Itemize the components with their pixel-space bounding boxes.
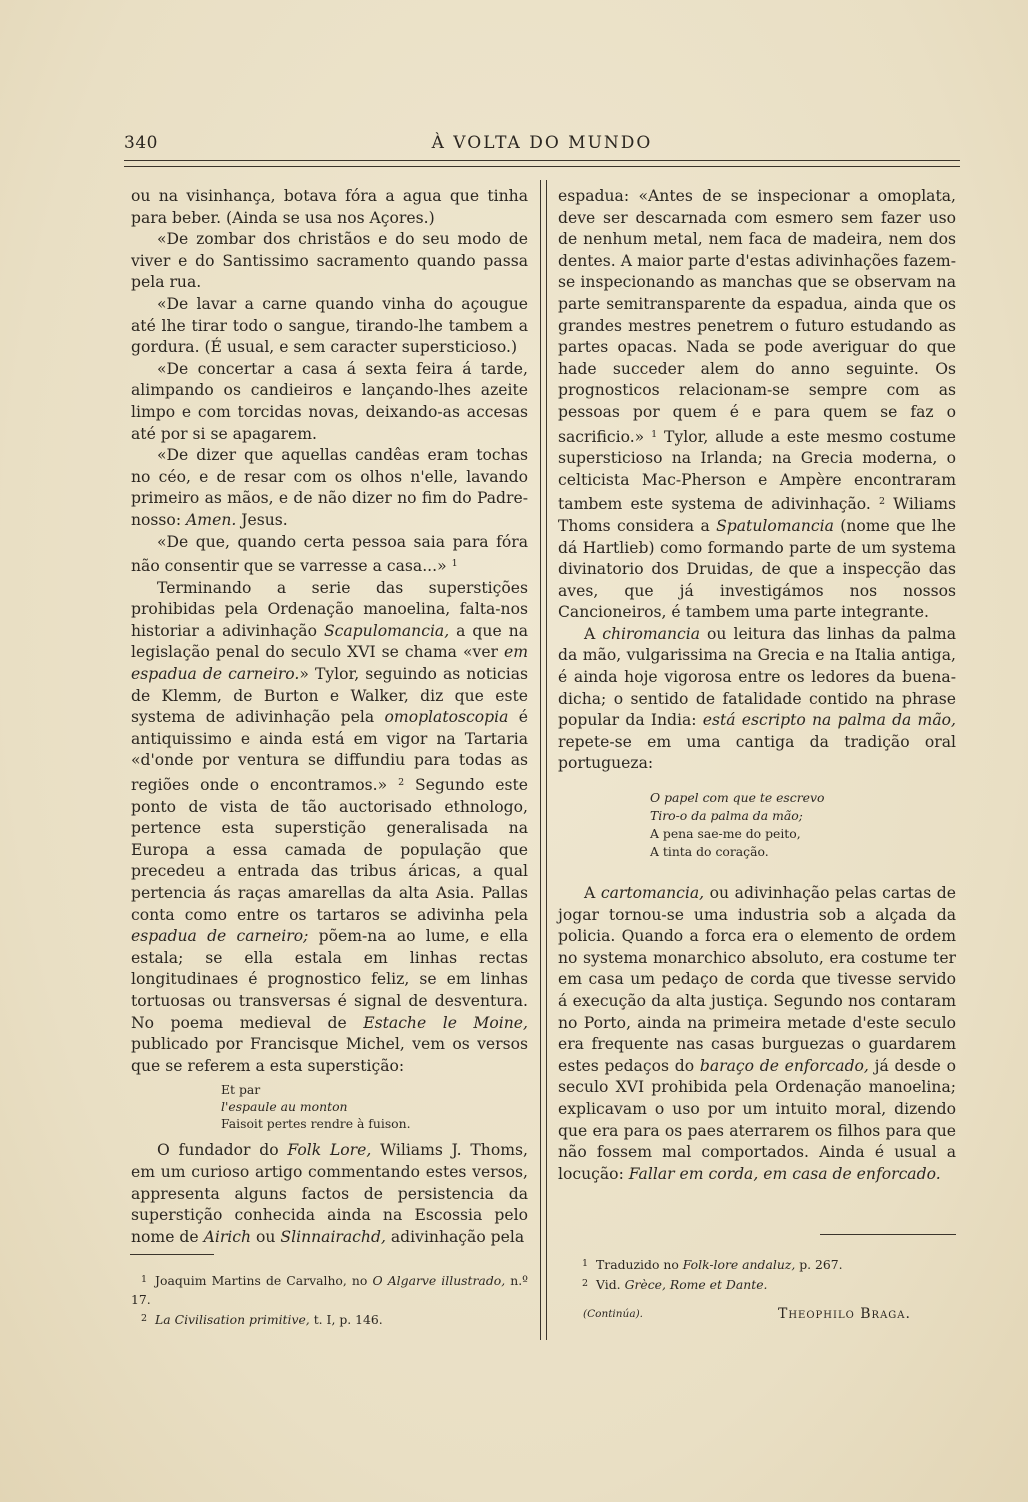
footnote: $^1$ Joaquim Martins de Carvalho, no O Algarve illustrado, n.º 17. [131, 1273, 528, 1307]
footnote-ref: 2 [398, 777, 405, 789]
right-column [558, 186, 956, 1185]
paragraph: «De que, quando certa pessoa saia para fóra não consentir que se varresse a casa...» $^1$ [131, 532, 528, 576]
page-number: 340 [124, 133, 158, 153]
footnote: $^1$ Traduzido no Folk-lore andaluz, p. 267. [582, 1257, 843, 1272]
paragraph: O fundador do Folk Lore, Wiliams J. Thoms, em um curioso artigo commentando estes versos, appresenta alguns factos de persistencia da superstição conhecida ainda na Escossia pelo nome de Airich ou Slinnairachd, adivinhação pela [131, 1141, 528, 1246]
footnote: $^2$ Vid. Grèce, Rome et Dante. [582, 1277, 768, 1292]
paragraph: A chiromancia ou leitura das linhas da palma da mão, vulgarissima na Grecia e na Italia antiga, é ainda hoje vigorosa entre os ledores da buena-dicha; o sentido de fatalidade contido na phrase popular da India: está escripto na palma da mão, repete-se em uma cantiga da tradição oral portugueza: [558, 624, 956, 773]
paragraph: «De lavar a carne quando vinha do açougue até lhe tirar todo o sangue, tirando-lhe tambem a gordura. (É usual, e sem caracter supersticioso.) [131, 294, 528, 357]
author-signature: Theophilo Braga. [778, 1306, 911, 1322]
paragraph: A cartomancia, ou adivinhação pelas cartas de jogar tornou-se uma industria sob a alçada da policia. Quando a forca era o elemento de ordem no systema monarchico absoluto, era costume ter em casa um pedaço de corda que tivesse servido á execução da alta justiça. Segundo nos contaram no Porto, ainda na primeira metade d'este seculo era frequente nas casas burguezas o guardarem estes pedaços do baraço de enforcado, já desde o seculo XVI prohibida pela Ordenação manoelina; explicavam o uso por um intuito moral, dizendo que era para os paes aterrarem os filhos para que não fossem mal comportados. Ainda é usual a locução: Fallar em corda, em casa de enforcado. [558, 884, 957, 1183]
right-footnotes [582, 1254, 962, 1294]
verse-line: Et par l'espaule au monton [221, 1082, 348, 1115]
paragraph: Terminando a serie das superstições prohibidas pela Ordenação manoelina, falta-nos historiar a adivinhação Scapulomancia, a que na legislação penal do seculo XVI se chama «ver em espadua de carneiro.» Tylor, seguindo as noticias de Klemm, de Burton e Walker, diz que este systema de adivinhação pela omoplatoscopia é antiquissimo e ainda está em vigor na Tartaria «d'onde por ventura se diffundiu para todas as regiões onde o encontramos.» $^2$ Segundo este ponto de vista de tão auctorisado ethnologo, pertence esta superstição generalisada na Europa a essa camada de população que precedeu a entrada das tribus áricas, a qual pertencia ás raças amarellas da alta Asia. Pallas conta como entre os tartaros se adivinha pela espadua de carneiro; põem-na ao lume, e ella estala; se ella estala em linhas rectas longitudinaes é prognostico feliz, se em linhas tortuosas ou transversas é signal de desventura. No poema medieval de Estache le Moine, publicado por Francisque Michel, vem os versos que se referem a esta superstição: [131, 578, 529, 1075]
verse-line: Tiro-o da palma da mão; [650, 808, 803, 824]
column-separator [540, 180, 541, 1340]
header-rule-thin [124, 166, 960, 167]
page-header [124, 133, 960, 157]
footnote-ref: 1 [451, 558, 458, 570]
verse-quote [558, 789, 956, 861]
continua-note: (Continúa). [583, 1308, 644, 1320]
paragraph: ou na visinhança, botava fóra a agua que tinha para beber. (Ainda se usa nos Açores.) [131, 187, 528, 227]
footnote-rule [820, 1234, 956, 1235]
header-rule-thick [124, 160, 960, 161]
verse-line: A tinta do coração. [650, 844, 769, 860]
left-footnotes [131, 1270, 528, 1329]
column-separator [546, 180, 547, 1340]
paragraph: «De dizer que aquellas candêas eram tochas no céo, e de resar com os olhos n'elle, lavando primeiro as mãos, e de não dizer no fim do Padre-nosso: Amen. Jesus. [131, 446, 528, 529]
running-title: À VOLTA DO MUNDO [431, 133, 653, 153]
footnote-ref: 2 [878, 496, 886, 508]
footnote: $^2$ La Civilisation primitive, t. I, p. 146. [141, 1312, 383, 1327]
verse-line: A pena sae-me do peito, [650, 826, 801, 842]
verse-line: O papel com que te escrevo [650, 790, 825, 806]
verse-quote [131, 1081, 528, 1132]
paragraph: espadua: «Antes de se inspecionar a omoplata, deve ser descarnada com esmero sem fazer uso de nenhum metal, nem faca de madeira, nem dos dentes. A maior parte d'estas adivinhações fazem-se inspecionando as manchas que se observam na parte semitransparente da espadua, ainda que os grandes mestres penetrem o futuro estudando as partes opacas. Nada se pode averiguar do que hade succeder alem do anno seguinte. Os prognosticos relacionam-se sempre com as pessoas por quem é e para quem se faz o sacrificio.» $^1$ Tylor, allude a este mesmo costume supersticioso na Irlanda; na Grecia moderna, o celticista Mac-Pherson e Ampère encontraram tambem este systema de adivinhação. $^2$ Wiliams Thoms considera a Spatulomancia (nome que lhe dá Hartlieb) como formando parte de um systema divinatorio dos Druidas, de que a inspecção das aves, que já investigámos nos nossos Cancioneiros, é tambem uma parte integrante. [558, 187, 956, 622]
footnote-rule [130, 1254, 214, 1255]
paragraph: «De concertar a casa á sexta feira á tarde, alimpando os candieiros e lançando-lhes azeite limpo e com torcidas novas, deixando-as accesas até por si se apagarem. [131, 359, 528, 443]
left-column [131, 186, 528, 1248]
verse-line: Faisoit pertes rendre à fuison. [221, 1116, 411, 1132]
paragraph: «De zombar dos christãos e do seu modo de viver e do Santissimo sacramento quando passa pela rua. [131, 230, 528, 292]
footnote-ref: 1 [651, 428, 658, 440]
